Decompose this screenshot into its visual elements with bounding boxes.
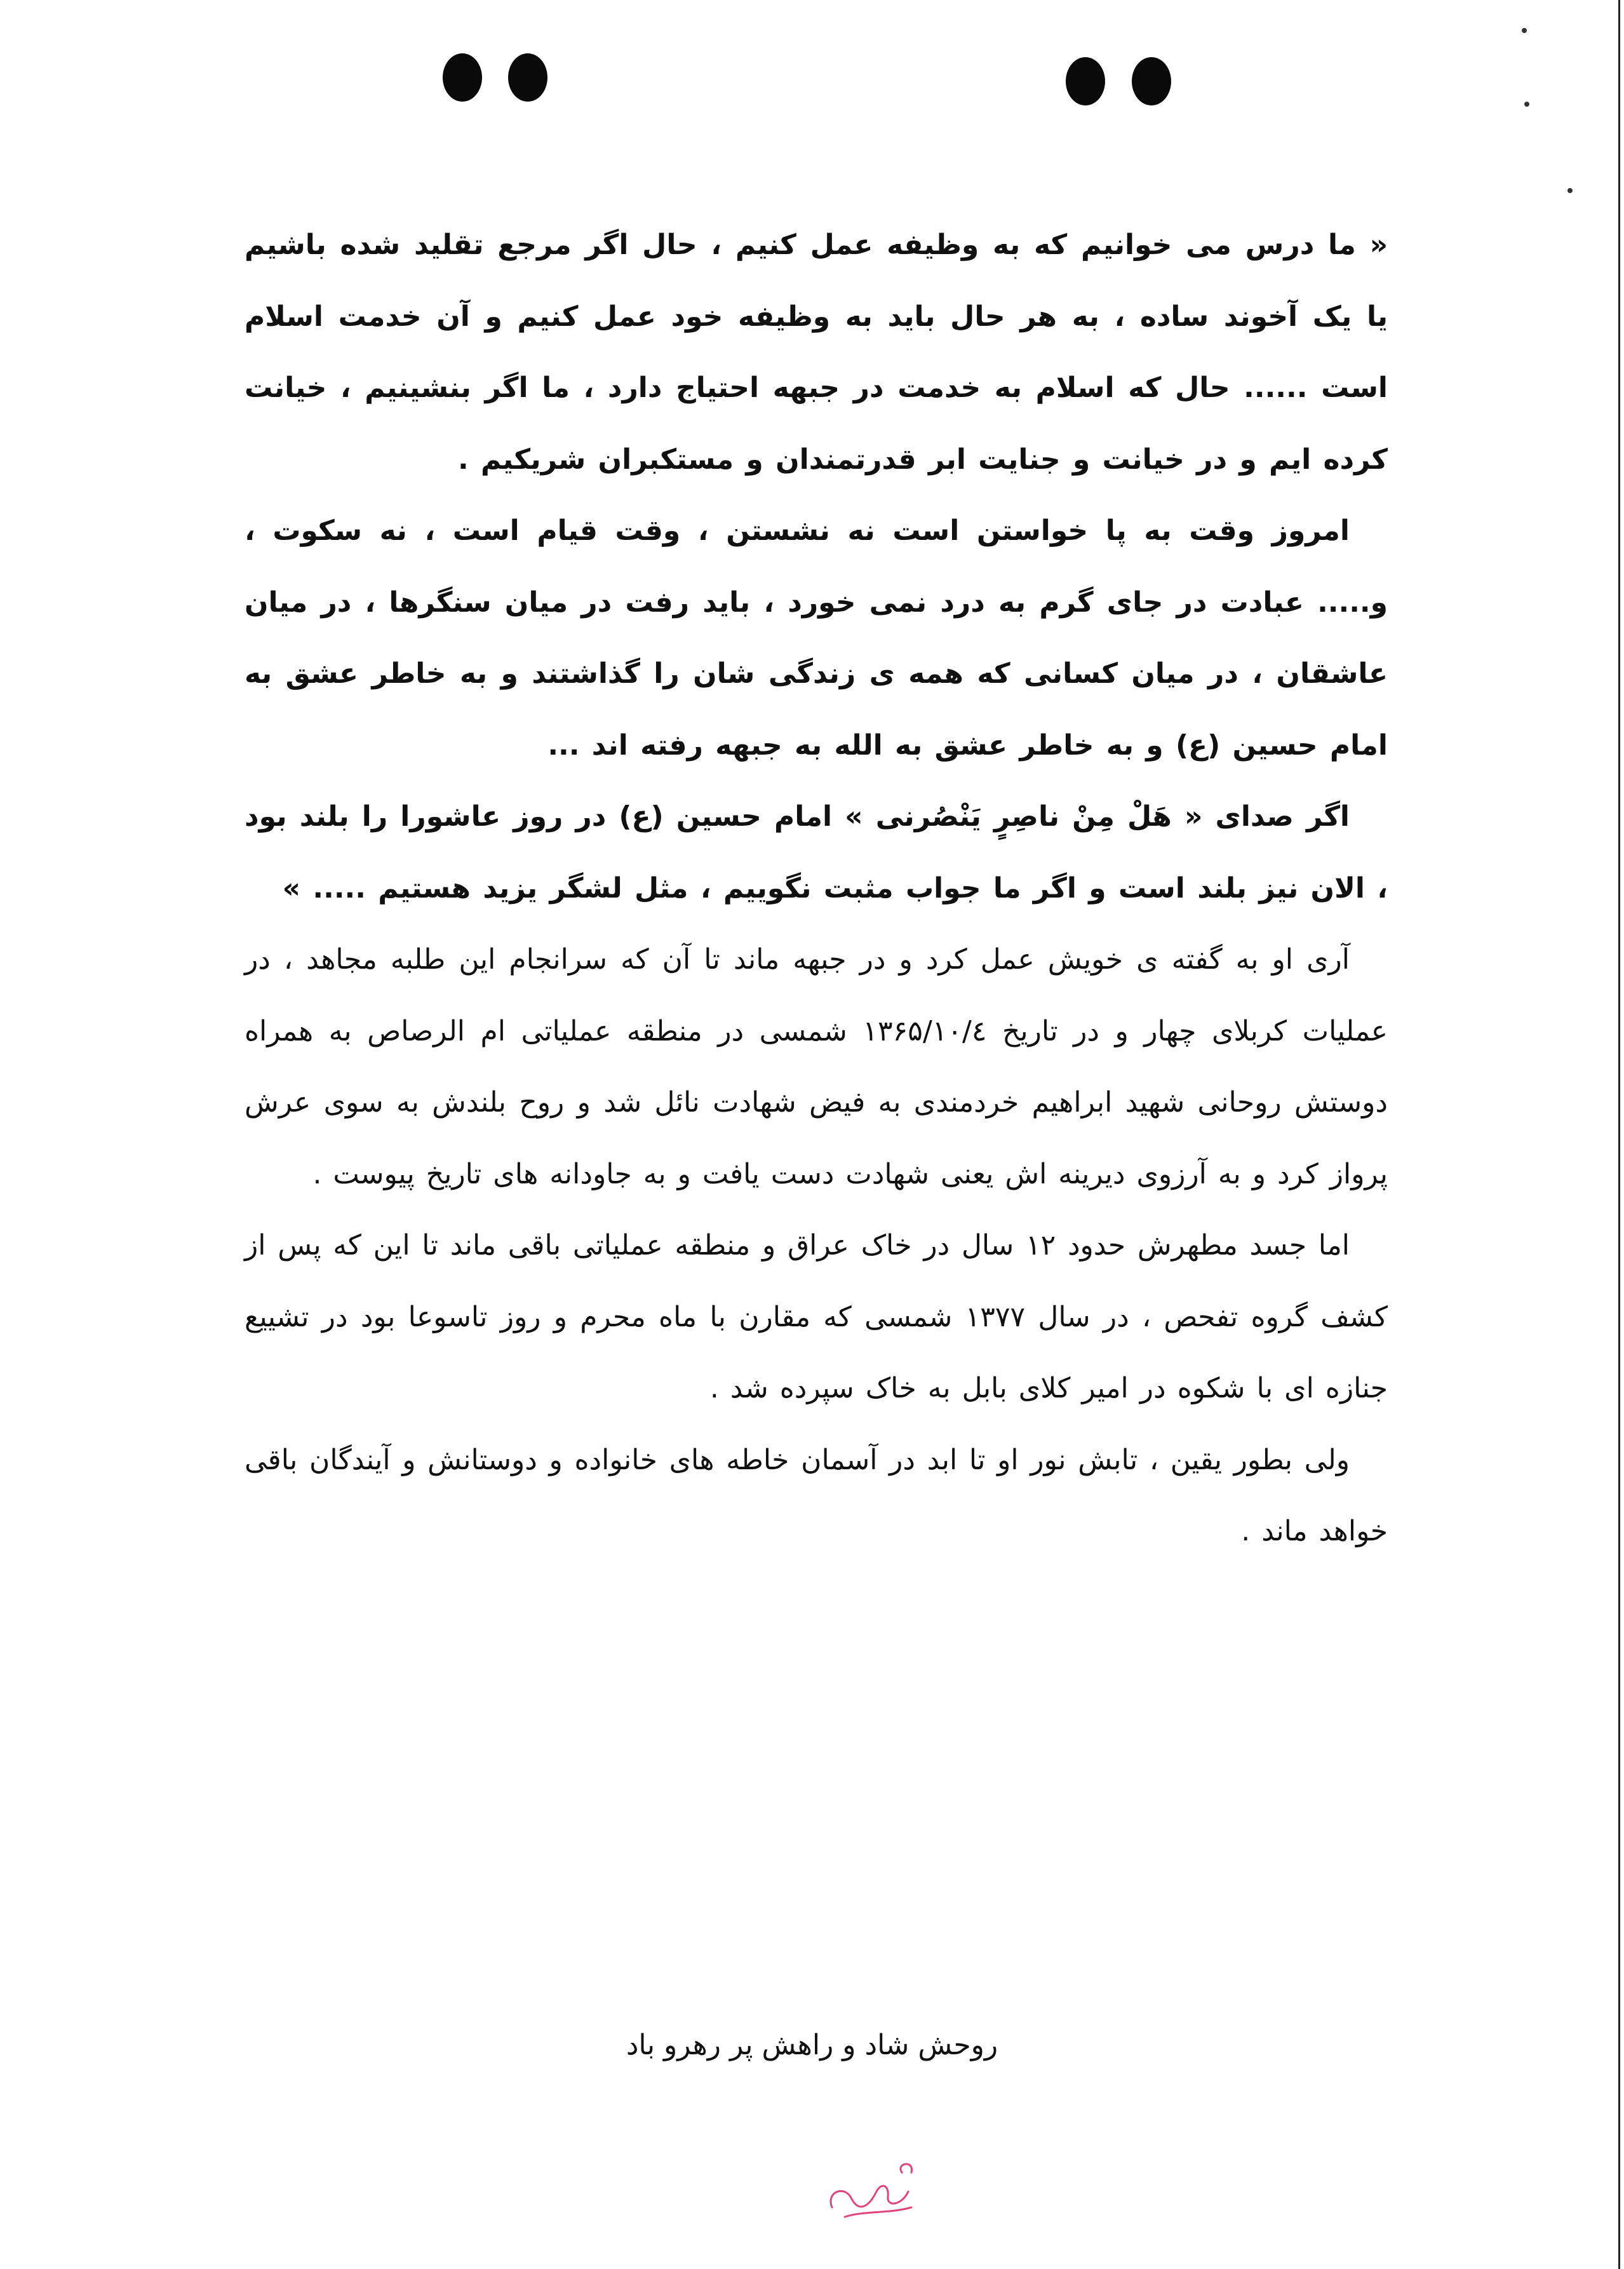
scan-speck [1522, 28, 1527, 33]
paragraph-quote-1: « ما درس می خوانیم که به وظیفه عمل کنیم ، حال اگر مرجع تقلید شده باشیم یا یک آخوند ساده ، به هر حال باید به وظیفه خود عمل کنیم و آن خدمت اسلام است ...... حال که اسلام به خدمت در جبهه احتیاج دارد ، ما اگر بنشینیم ، خیانت کرده ایم و در خیانت و جنایت ابر قدرتمندان و مستکبران شریکیم . [245, 229, 1388, 476]
punch-hole-left-2 [508, 53, 547, 102]
paragraph-legacy: ولی بطور یقین ، تابش نور او تا ابد در آسمان خاطه های خانواده و دوستانش و آیندگان باقی خواهد ماند . [245, 1443, 1388, 1547]
punch-hole-right-2 [1132, 57, 1171, 105]
paragraph-martyrdom: آری او به گفته ی خویش عمل کرد و در جبهه ماند تا آن که سرانجام این طلبه مجاهد ، در عملیات کربلای چهار و در تاریخ ۱۳۶۵/۱۰/٤ شمسی در منطقه عملیاتی ام الرصاص به همراه دوستش روحانی شهید ابراهیم خردمندی به فیض شهادت نائل شد و روح بلندش به سوی عرش پرواز کرد و به آرزوی دیرینه اش یعنی شهادت دست یافت و به جاودانه های تاریخ پیوست . [245, 943, 1388, 1190]
punch-hole-left-1 [443, 53, 482, 102]
scan-edge-line [1618, 0, 1620, 2269]
document-body [245, 210, 1388, 1568]
punch-hole-right-1 [1066, 57, 1105, 105]
paragraph-burial: اما جسد مطهرش حدود ۱۲ سال در خاک عراق و منطقه عملیاتی باقی ماند تا این که پس از کشف گروه تفحص ، در سال ۱۳۷۷ شمسی که مقارن با ماه محرم و روز تاسوعا بود در تشییع جنازه ای با شکوه در امیر کلای بابل به خاک سپرده شد . [245, 1229, 1388, 1404]
signature-mark [807, 2147, 934, 2223]
paragraph-quote-2: امروز وقت به پا خواستن است نه نشستن ، وقت قیام است ، نه سکوت ، و..... عبادت در جای گرم به درد نمی خورد ، باید رفت در میان سنگرها ، در میان عاشقان ، در میان کسانی که همه ی زندگی شان را گذاشتند و به خاطر عشق به امام حسین (ع) و به خاطر عشق به الله به جبهه رفته اند ... [245, 515, 1388, 762]
scan-speck [1567, 188, 1573, 193]
scan-speck [1524, 102, 1529, 107]
closing-line: روحش شاد و راهش پر رهرو باد [626, 2029, 998, 2061]
paragraph-quote-3: اگر صدای « هَلْ مِنْ ناصِرٍ یَنْصُرنی » امام حسین (ع) در روز عاشورا را بلند بود ، الان نیز بلند است و اگر ما جواب مثبت نگوییم ، مثل لشگر یزید هستیم ..... » [245, 800, 1388, 905]
